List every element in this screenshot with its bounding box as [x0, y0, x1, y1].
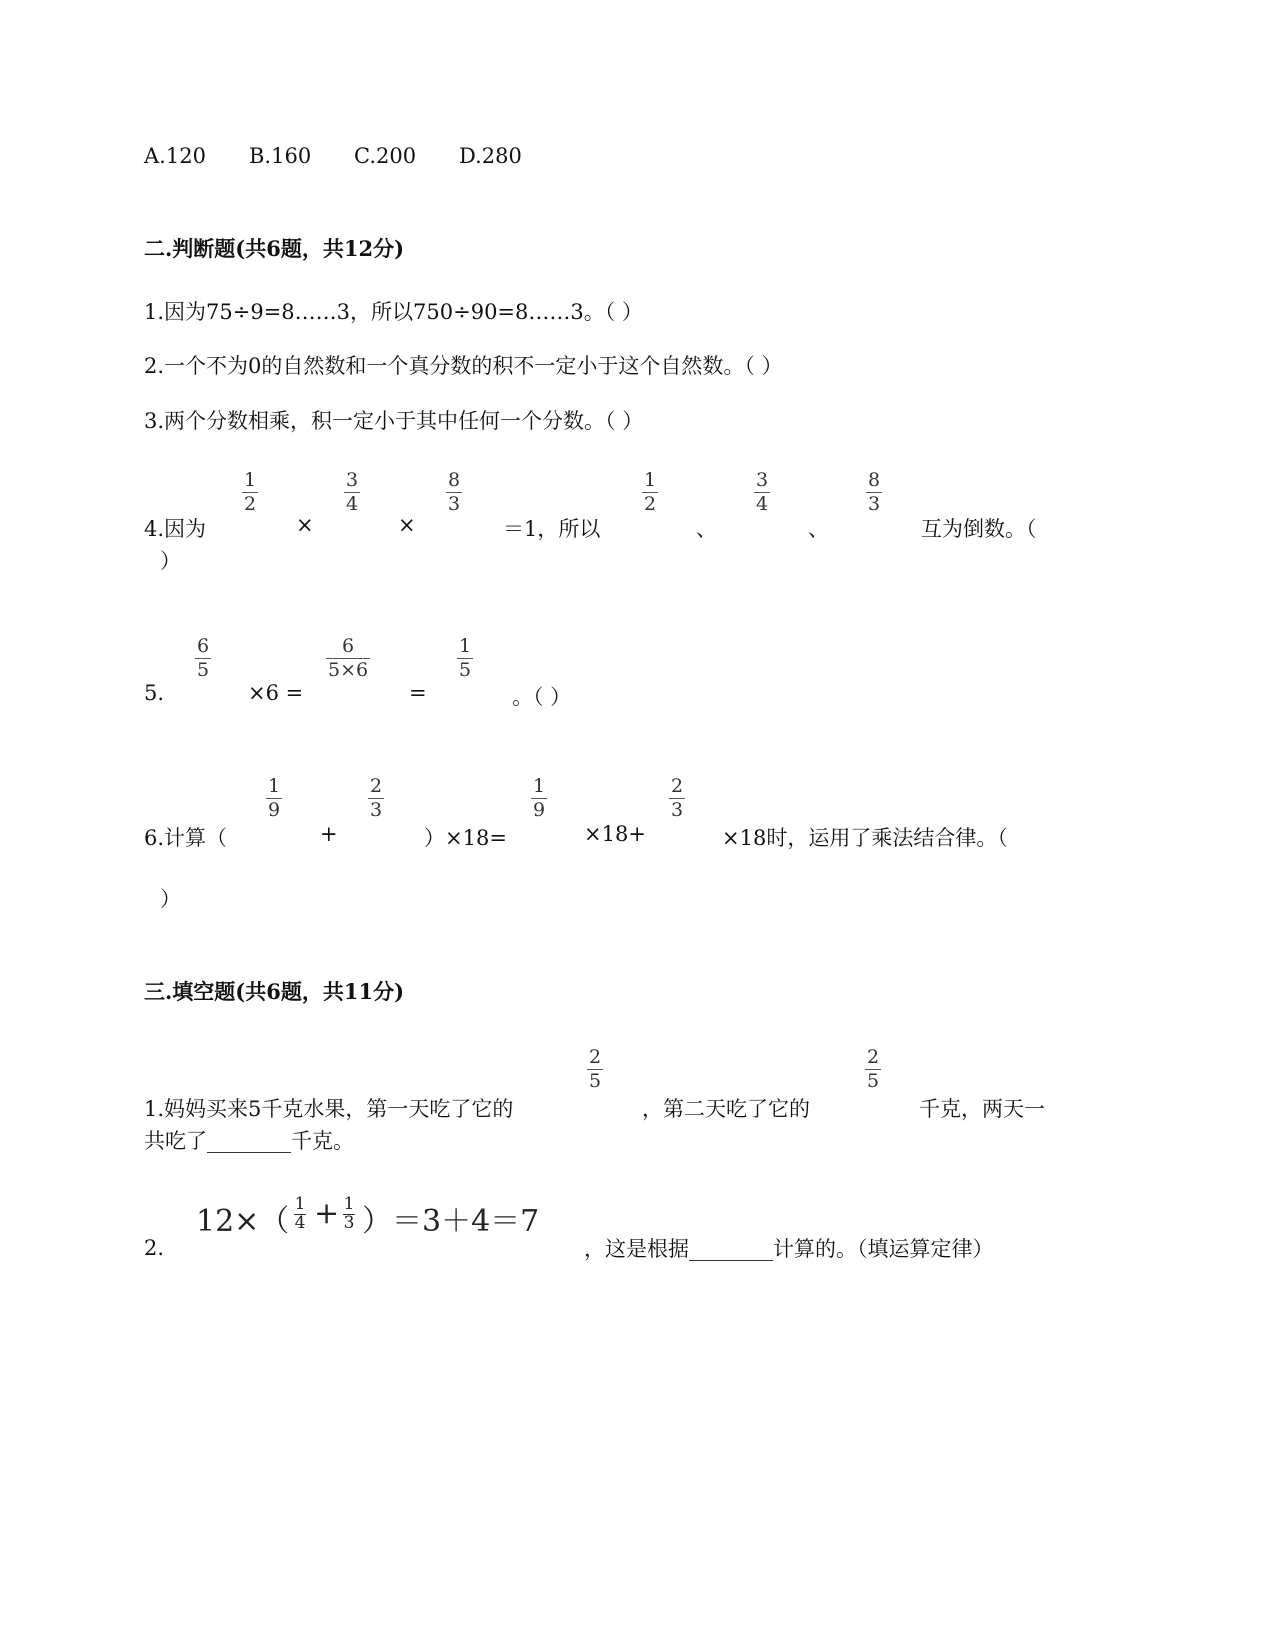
fq1-prefix: 1.妈妈买来5千克水果，第一天吃了它的 — [144, 1097, 514, 1121]
fraction: 3 4 — [346, 469, 359, 516]
times-sign: × — [296, 513, 314, 537]
fraction: 1 5 — [459, 635, 472, 682]
fraction: 2 3 — [370, 775, 383, 822]
fraction: 1 2 — [644, 469, 657, 516]
q4-equals: ＝1，所以 — [503, 517, 601, 541]
plus-sign: + — [320, 822, 338, 846]
separator: 、 — [808, 517, 829, 541]
fraction: 1 9 — [268, 775, 281, 822]
fq2-prefix: 2. — [144, 1236, 165, 1260]
section-3-heading: 三.填空题(共6题，共11分) — [144, 979, 405, 1004]
section-2-heading: 二.判断题(共6题，共12分) — [144, 236, 405, 261]
judge-question-1: 1.因为75÷9=8……3，所以750÷90=8……3。（ ） — [144, 300, 643, 324]
q4-close-paren: ） — [160, 549, 181, 573]
q6-prefix: 6.计算（ — [144, 826, 228, 850]
formula-fraction: 1 3 — [343, 1194, 355, 1233]
fraction: 1 2 — [244, 469, 257, 516]
times-sign: × — [398, 513, 416, 537]
fq1-line2: 共吃了________千克。 — [144, 1129, 354, 1153]
q5-times: ×6 = — [248, 681, 304, 705]
fraction: 8 3 — [448, 469, 461, 516]
formula-plus: + — [314, 1196, 340, 1231]
fraction: 1 9 — [533, 775, 546, 822]
formula-part-a: 12×（ — [196, 1204, 290, 1239]
option-d: D.280 — [459, 144, 522, 168]
q6-mid1: ）×18= — [424, 826, 507, 850]
judge-question-2: 2.一个不为0的自然数和一个真分数的积不一定小于这个自然数。（ ） — [144, 354, 783, 378]
fraction: 2 5 — [589, 1046, 602, 1093]
fraction: 6 5×6 — [328, 635, 369, 682]
judge-question-3: 3.两个分数相乘，积一定小于其中任何一个分数。（ ） — [144, 409, 644, 433]
option-c: C.200 — [354, 144, 417, 168]
fraction: 3 4 — [756, 469, 769, 516]
q4-suffix: 互为倒数。（ — [921, 517, 1037, 541]
q4-prefix: 4.因为 — [144, 517, 207, 541]
fraction: 2 5 — [867, 1046, 880, 1093]
q6-close-paren: ） — [160, 887, 181, 911]
fq1-suffix: 千克，两天一 — [919, 1097, 1045, 1121]
formula-part-b: ）＝3＋4＝7 — [362, 1204, 540, 1239]
fq2-suffix: ，这是根据________计算的。（填运算定律） — [584, 1237, 994, 1261]
q5-prefix: 5. — [144, 681, 165, 705]
fraction: 6 5 — [197, 635, 210, 682]
q6-suffix: ×18时，运用了乘法结合律。（ — [722, 826, 1008, 850]
fraction: 8 3 — [868, 469, 881, 516]
separator: 、 — [696, 517, 717, 541]
q6-mid2: ×18+ — [584, 822, 646, 846]
q5-suffix: 。（ ） — [512, 685, 572, 709]
q5-equals: = — [409, 681, 427, 705]
fraction: 2 3 — [671, 775, 684, 822]
fq1-mid: ，第二天吃了它的 — [642, 1097, 810, 1121]
option-b: B.160 — [249, 144, 312, 168]
option-a: A.120 — [144, 144, 206, 168]
formula-fraction: 1 4 — [294, 1194, 306, 1233]
